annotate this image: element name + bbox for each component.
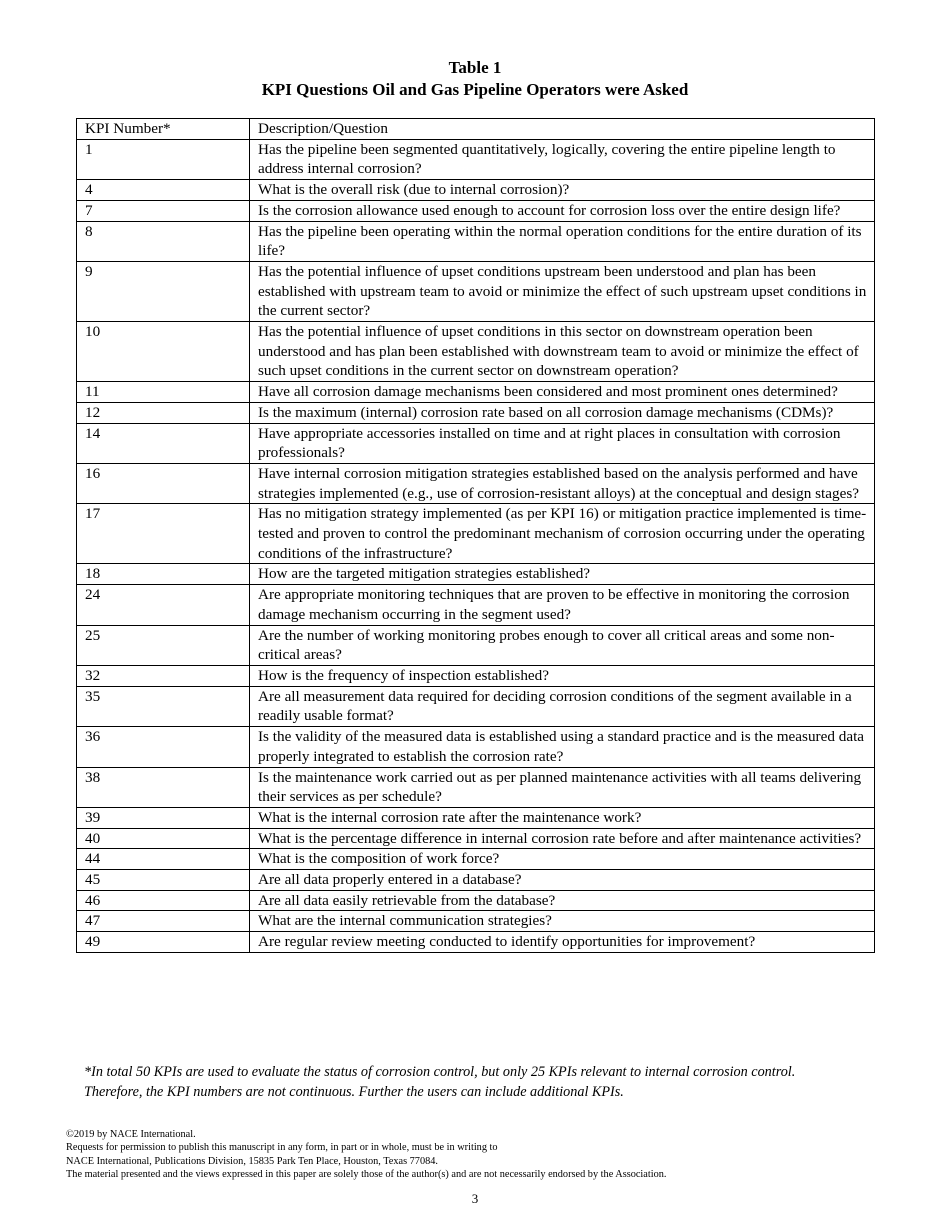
kpi-description-cell: Are the number of working monitoring probes enough to cover all critical areas and some non-critical areas? [250,625,875,665]
table-row [77,890,875,911]
kpi-description-cell: Has the pipeline been segmented quantitatively, logically, covering the entire pipeline length to address internal corrosion? [250,139,875,179]
kpi-number-cell: 49 [77,932,250,953]
table-row [77,322,875,382]
kpi-number-cell: 32 [77,665,250,686]
copyright-footer [66,1128,886,1181]
kpi-number-cell: 24 [77,585,250,625]
table-row [77,221,875,261]
footnote-line: *In total 50 KPIs are used to evaluate the status of corrosion control, but only 25 KPIs relevant to internal corrosion control. [84,1064,796,1080]
table-row [77,504,875,564]
table-row [77,807,875,828]
kpi-number-cell: 9 [77,261,250,321]
kpi-number-cell: 18 [77,564,250,585]
kpi-number-cell: 14 [77,423,250,463]
table-row [77,828,875,849]
kpi-number-cell: 35 [77,686,250,726]
table-row [77,870,875,891]
kpi-number-cell: 38 [77,767,250,807]
kpi-description-cell: Are all data properly entered in a database? [250,870,875,891]
column-header-kpi-number: KPI Number* [77,119,250,140]
kpi-description-cell: What is the composition of work force? [250,849,875,870]
table-row [77,402,875,423]
kpi-description-cell: What are the internal communication strategies? [250,911,875,932]
kpi-description-cell: Are appropriate monitoring techniques that are proven to be effective in monitoring the corrosion damage mechanism occurring in the segment used? [250,585,875,625]
table-row [77,382,875,403]
kpi-number-cell: 4 [77,180,250,201]
kpi-number-cell: 44 [77,849,250,870]
kpi-number-cell: 40 [77,828,250,849]
kpi-number-cell: 36 [77,727,250,767]
table-row [77,767,875,807]
table-caption: Table 1 [448,58,502,77]
table-row [77,686,875,726]
kpi-number-cell: 10 [77,322,250,382]
table-row [77,139,875,179]
table-row [77,463,875,503]
kpi-number-cell: 8 [77,221,250,261]
table-row [77,665,875,686]
kpi-description-cell: What is the internal corrosion rate after the maintenance work? [250,807,875,828]
address-line: NACE International, Publications Division, 15835 Park Ten Place, Houston, Texas 77084. [66,1155,438,1167]
kpi-description-cell: Are all data easily retrievable from the database? [250,890,875,911]
table-row [77,727,875,767]
copyright-line: ©2019 by NACE International. [66,1129,196,1140]
table-row [77,423,875,463]
table-row [77,261,875,321]
kpi-description-cell: Are regular review meeting conducted to identify opportunities for improvement? [250,932,875,953]
kpi-description-cell: Is the maximum (internal) corrosion rate based on all corrosion damage mechanisms (CDMs)? [250,402,875,423]
kpi-description-cell: Has no mitigation strategy implemented (as per KPI 16) or mitigation practice implemented is time-tested and proven to control the predominant mechanism of corrosion occurring under the operating conditions of the infrastructure? [250,504,875,564]
kpi-description-cell: Is the validity of the measured data is established using a standard practice and is the measured data properly integrated to establish the corrosion rate? [250,727,875,767]
disclaimer-line: The material presented and the views expressed in this paper are solely those of the author(s) and are not necessarily endorsed by the Association. [66,1168,667,1180]
kpi-table [76,118,875,953]
kpi-description-cell: Has the potential influence of upset conditions upstream been understood and plan has been established with upstream team to avoid or minimize the effect of such upstream upset conditions in the current sector? [250,261,875,321]
kpi-description-cell: Is the maintenance work carried out as per planned maintenance activities with all teams delivering their services as per schedule? [250,767,875,807]
column-header-description: Description/Question [250,119,875,140]
table-row [77,200,875,221]
kpi-description-cell: Is the corrosion allowance used enough to account for corrosion loss over the entire design life? [250,200,875,221]
kpi-number-cell: 17 [77,504,250,564]
kpi-description-cell: What is the percentage difference in internal corrosion rate before and after maintenance activities? [250,828,875,849]
table-row [77,849,875,870]
kpi-description-cell: How are the targeted mitigation strategies established? [250,564,875,585]
kpi-description-cell: Has the potential influence of upset conditions in this sector on downstream operation been understood and has plan been established with downstream team to avoid or minimize the effect of such upset conditions in the current sector on downstream operation? [250,322,875,382]
kpi-description-cell: Have appropriate accessories installed on time and at right places in consultation with corrosion professionals? [250,423,875,463]
kpi-number-cell: 16 [77,463,250,503]
table-footnote [84,1063,884,1102]
kpi-number-cell: 47 [77,911,250,932]
kpi-number-cell: 39 [77,807,250,828]
table-header-row [77,119,875,140]
kpi-number-cell: 45 [77,870,250,891]
kpi-description-cell: Has the pipeline been operating within the normal operation conditions for the entire duration of its life? [250,221,875,261]
table-row [77,180,875,201]
kpi-number-cell: 25 [77,625,250,665]
table-title: KPI Questions Oil and Gas Pipeline Operators were Asked [261,80,689,99]
kpi-number-cell: 46 [77,890,250,911]
kpi-description-cell: What is the overall risk (due to internal corrosion)? [250,180,875,201]
permission-line: Requests for permission to publish this manuscript in any form, in part or in whole, must be in writing to [66,1142,498,1154]
kpi-description-cell: Are all measurement data required for deciding corrosion conditions of the segment available in a readily usable format? [250,686,875,726]
page-number: 3 [471,1191,479,1206]
table-row [77,911,875,932]
kpi-description-cell: Have internal corrosion mitigation strategies established based on the analysis performed and have strategies implemented (e.g., use of corrosion-resistant alloys) at the conceptual and design stages? [250,463,875,503]
kpi-description-cell: Have all corrosion damage mechanisms been considered and most prominent ones determined? [250,382,875,403]
table-row [77,932,875,953]
kpi-number-cell: 11 [77,382,250,403]
table-row [77,564,875,585]
table-row [77,585,875,625]
kpi-number-cell: 7 [77,200,250,221]
kpi-description-cell: How is the frequency of inspection established? [250,665,875,686]
footnote-line: Therefore, the KPI numbers are not continuous. Further the users can include additional KPIs. [84,1083,624,1100]
table-row [77,625,875,665]
kpi-number-cell: 12 [77,402,250,423]
kpi-number-cell: 1 [77,139,250,179]
